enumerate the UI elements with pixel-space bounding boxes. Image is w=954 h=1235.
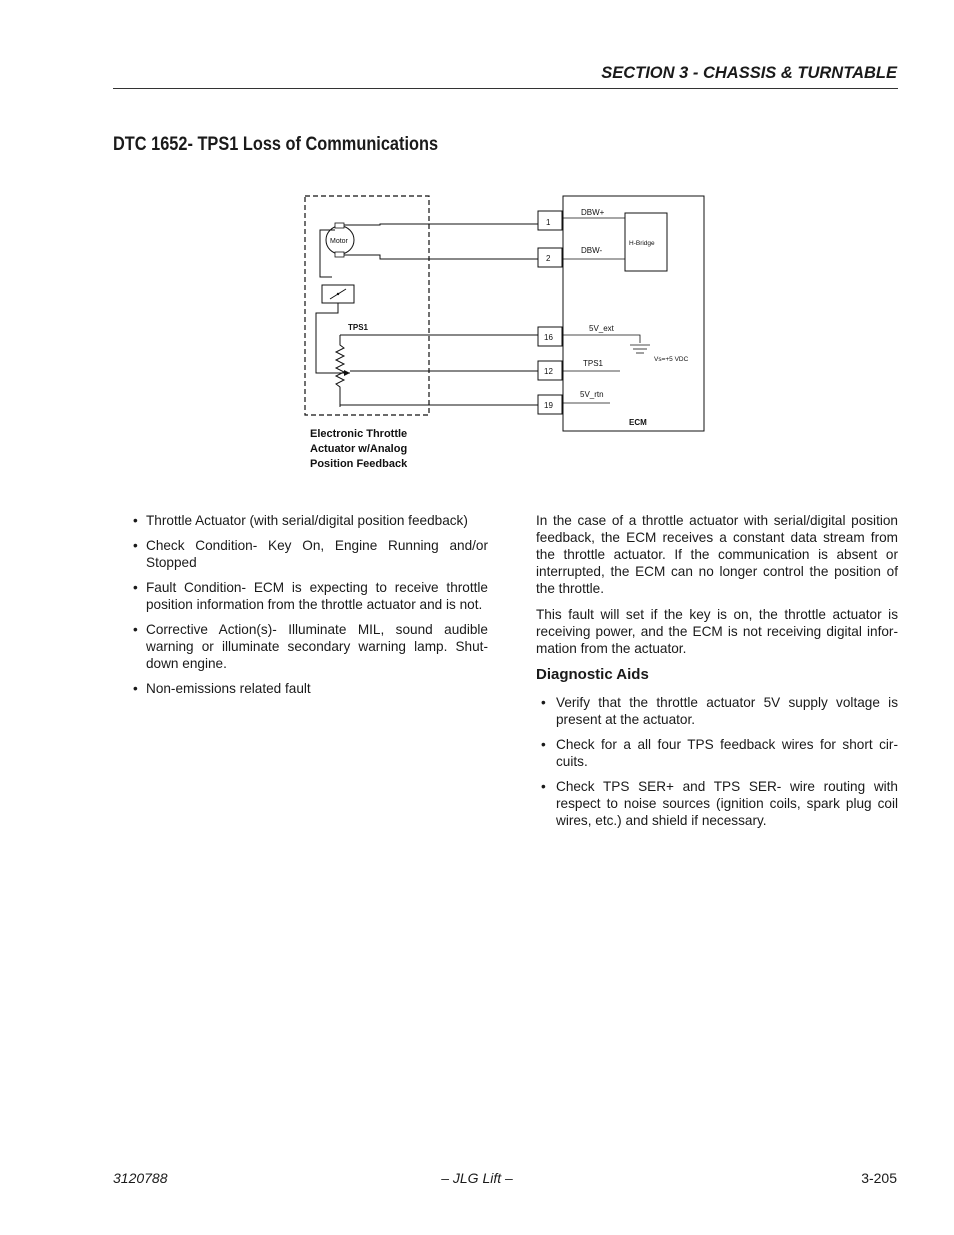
list-item: • Corrective Action(s)- Illuminate MIL, sound audible warning or illuminate secondary warning lamp. Shut-down engine.	[130, 621, 488, 672]
signal-5v-ext: 5V_ext	[589, 324, 614, 333]
signal-tps1: TPS1	[583, 359, 604, 368]
signal-5v-rtn: 5V_rtn	[580, 390, 604, 399]
list-item: • Check for a all four TPS feedback wires for short cir-cuits.	[536, 736, 898, 770]
header-rule	[113, 88, 898, 89]
diagnostic-aids-heading: Diagnostic Aids	[536, 666, 649, 683]
list-item: • Verify that the throttle actuator 5V supply voltage is present at the actuator.	[536, 694, 898, 728]
actuator-caption-line-3: Position Feedback	[310, 458, 408, 470]
actuator-box	[305, 196, 429, 415]
motor-terminal-bottom	[335, 252, 344, 257]
signal-dbw-minus: DBW-	[581, 246, 603, 255]
paragraph: In the case of a throttle actuator with serial/digital position feedback, the ECM receives a constant data stream from the throttle actuator. If the communication is absent or interrupted, the ECM can no longer control the position of the throttle.	[536, 513, 898, 596]
left-column	[130, 512, 488, 705]
potentiometer-symbol	[336, 335, 344, 407]
pin-1-label: 1	[546, 218, 551, 227]
pin-12-label: 12	[544, 367, 553, 376]
list-item: • Non-emissions related fault	[130, 680, 488, 697]
pin-19-label: 19	[544, 401, 553, 410]
signal-dbw-plus: DBW+	[581, 208, 605, 217]
footer-page-number: 3-205	[861, 1170, 897, 1186]
condition-list	[130, 512, 488, 697]
footer-publisher: – JLG Lift –	[441, 1170, 513, 1186]
section-title: SECTION 3 - CHASSIS & TURNTABLE	[601, 64, 897, 82]
wiring-diagram	[280, 185, 720, 475]
pin-16-label: 16	[544, 333, 553, 342]
motor-terminal-top	[335, 223, 344, 228]
wire-dbw-minus	[344, 255, 540, 259]
pin-2-label: 2	[546, 254, 551, 263]
footer-doc-number: 3120788	[113, 1170, 168, 1186]
list-item: • Check TPS SER+ and TPS SER- wire routing with respect to noise sources (ignition coils, spark plug coil wires, etc.) and shield if necessary.	[536, 778, 898, 829]
footer-center	[0, 1170, 954, 1186]
diagnostic-list	[536, 694, 898, 829]
actuator-caption-line-1: Electronic Throttle	[310, 428, 408, 440]
list-item: • Check Condition- Key On, Engine Running and/or Stopped	[130, 537, 488, 571]
page-title: DTC 1652- TPS1 Loss of Communications	[113, 134, 439, 155]
motor-label: Motor	[330, 238, 348, 245]
list-item: • Throttle Actuator (with serial/digital position feedback)	[130, 512, 488, 529]
list-item: • Fault Condition- ECM is expecting to receive throttle position information from the throttle actuator and is not.	[130, 579, 488, 613]
right-column	[536, 512, 898, 837]
vs-label: Vs=+5 VDC	[654, 356, 689, 363]
tps-label: TPS1	[348, 323, 369, 332]
hbridge-label: H-Bridge	[629, 240, 655, 247]
paragraph: This fault will set if the key is on, the throttle actuator is receiving power, and the ECM is not receiving digital infor-mation from the actuator.	[536, 607, 898, 656]
ecm-label: ECM	[629, 418, 647, 427]
actuator-caption-line-2: Actuator w/Analog	[310, 443, 408, 455]
